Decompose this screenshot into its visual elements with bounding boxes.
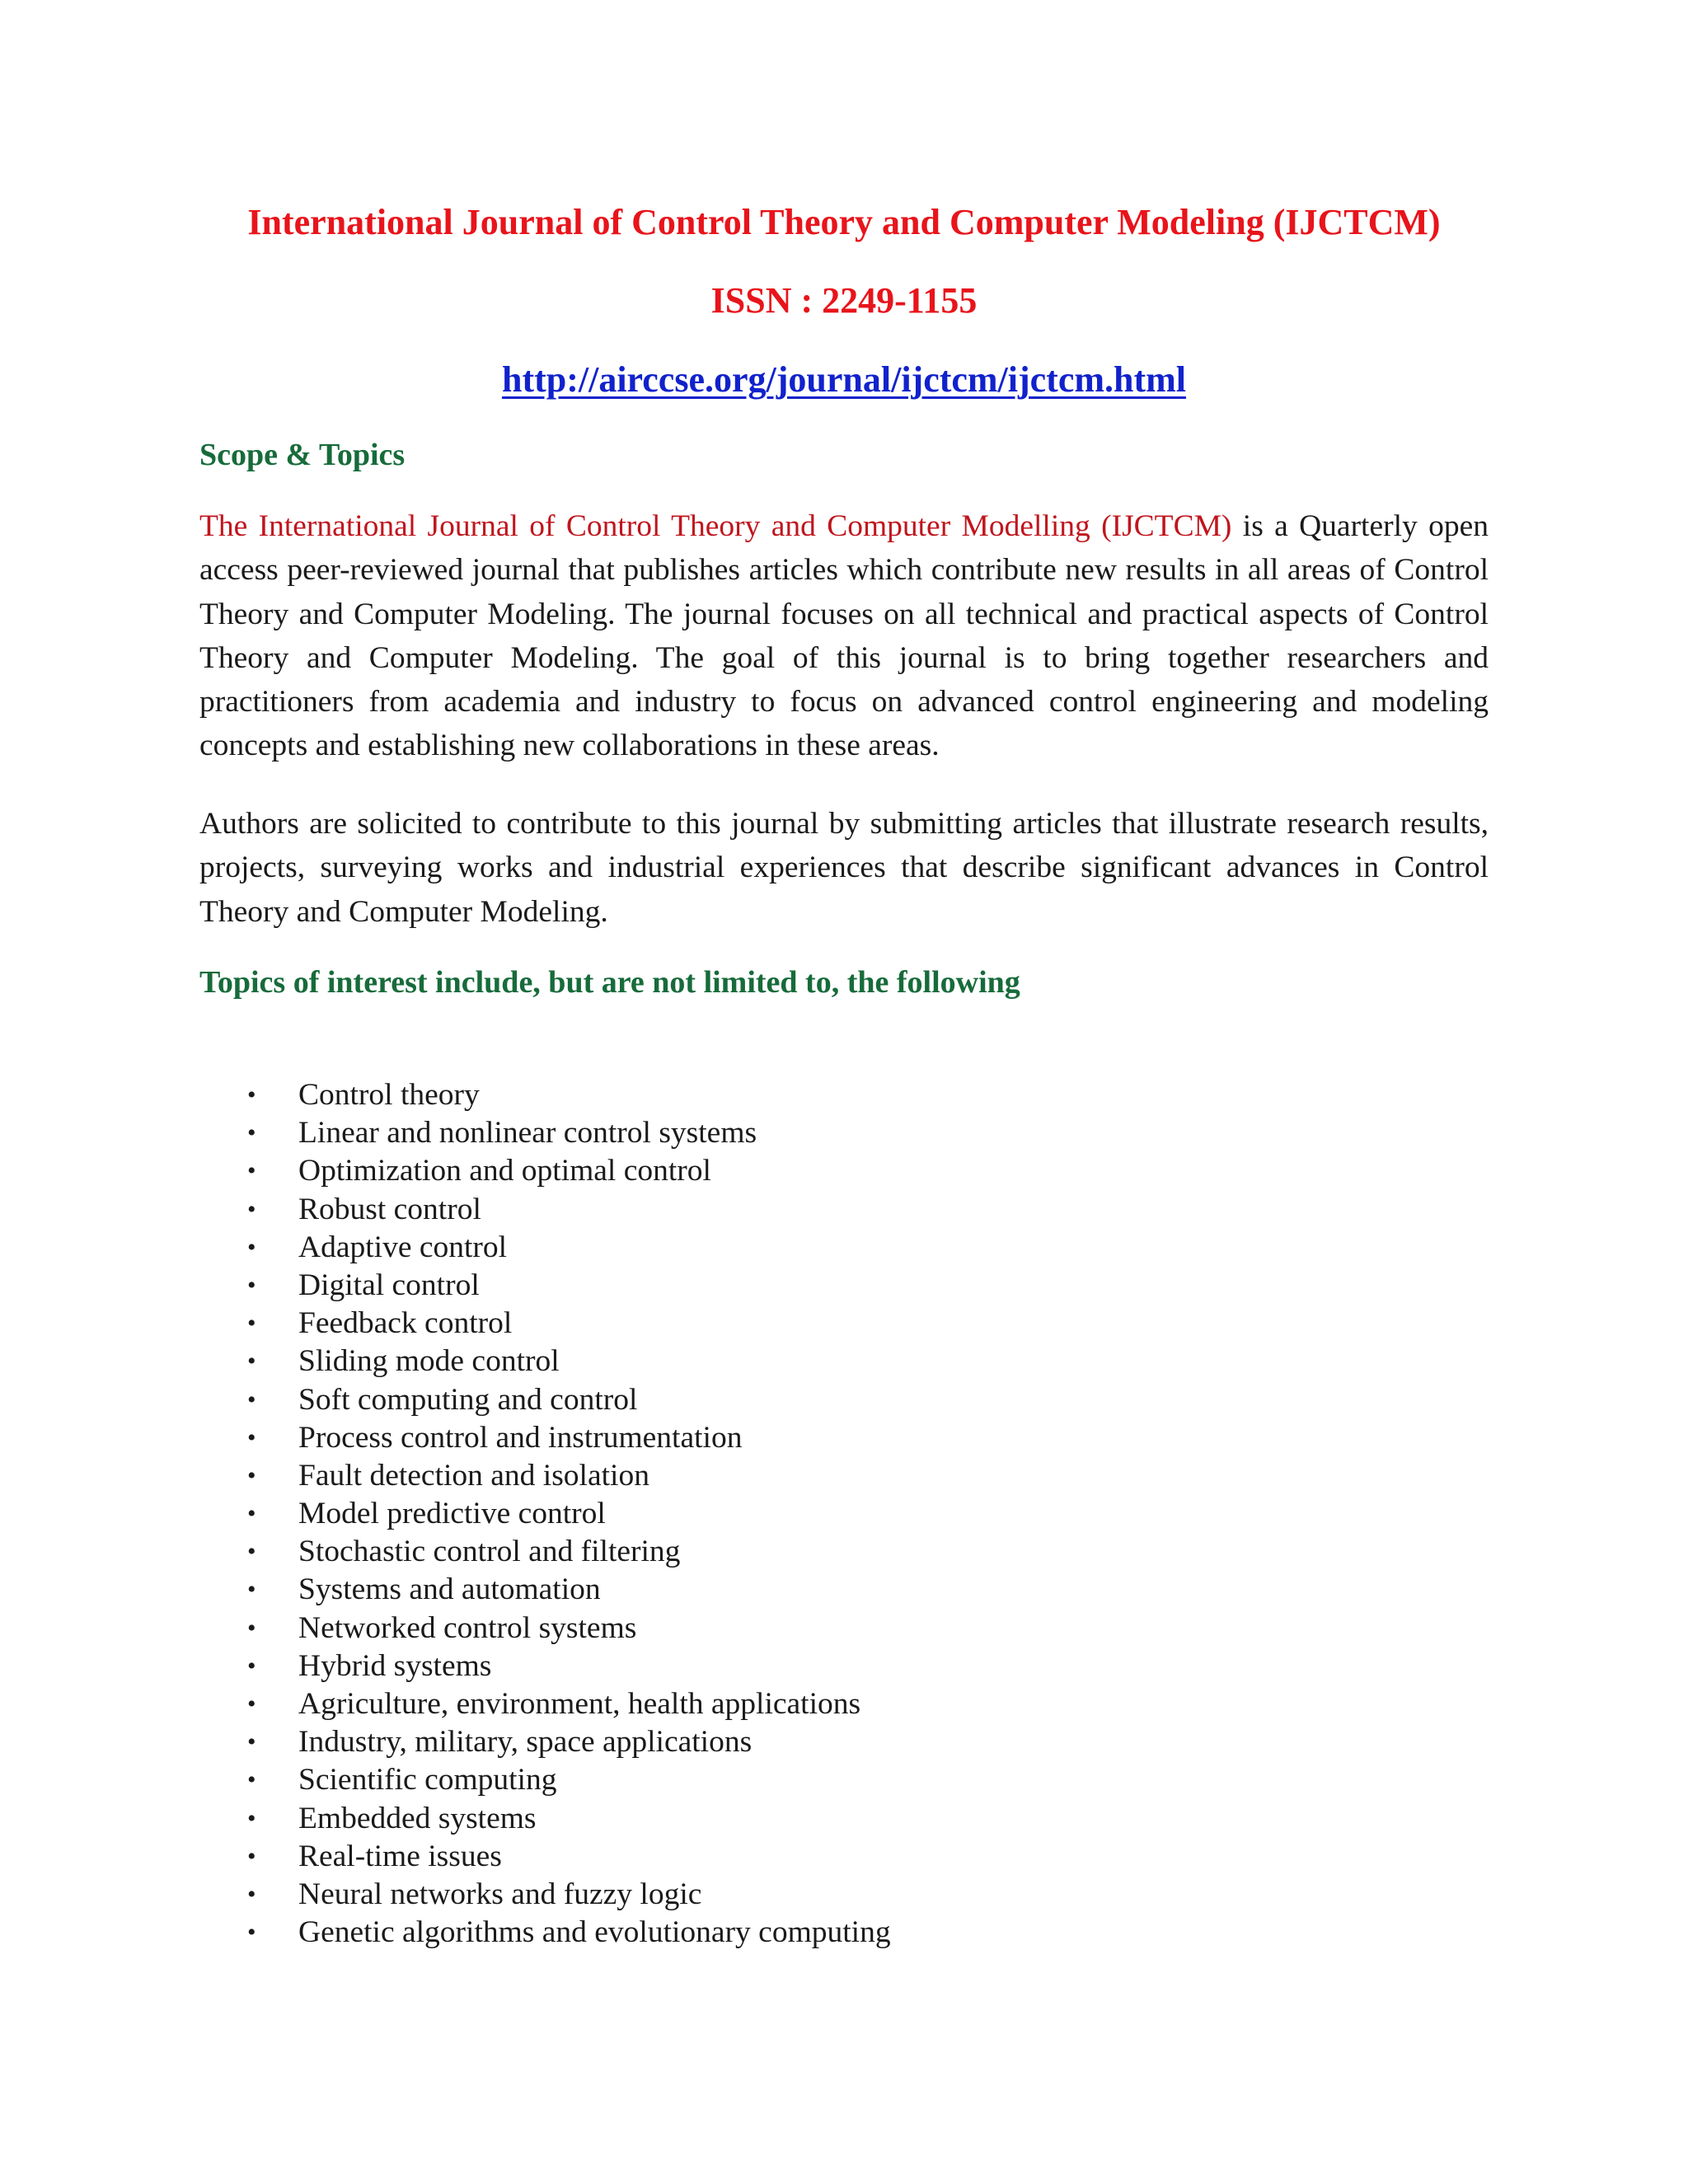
topic-label: Agriculture, environment, health applications — [298, 1687, 861, 1721]
topic-label: Soft computing and control — [298, 1382, 638, 1417]
topic-label: Industry, military, space applications — [298, 1725, 753, 1760]
list-item — [199, 1647, 891, 1685]
bullet-icon: • — [247, 1119, 256, 1147]
bullet-icon: • — [247, 1919, 256, 1947]
bullet-icon: • — [247, 1423, 256, 1451]
bullet-icon: • — [247, 1233, 256, 1261]
topic-label: Optimization and optimal control — [298, 1154, 711, 1188]
bullet-icon: • — [247, 1461, 256, 1489]
list-item — [199, 1114, 891, 1152]
topic-label: Genetic algorithms and evolutionary computing — [298, 1915, 891, 1950]
topic-label: Sliding mode control — [298, 1344, 560, 1379]
bullet-icon: • — [247, 1652, 256, 1680]
list-item — [199, 1610, 891, 1647]
topic-label: Linear and nonlinear control systems — [298, 1116, 757, 1151]
list-item — [199, 1305, 891, 1343]
topic-label: Neural networks and fuzzy logic — [298, 1877, 702, 1911]
list-item — [199, 1533, 891, 1571]
topics-heading: Topics of interest include, but are not limited to, the following — [199, 965, 1020, 1000]
bullet-icon: • — [247, 1614, 256, 1642]
list-item — [199, 1152, 891, 1190]
list-item — [199, 1229, 891, 1267]
topic-label: Digital control — [298, 1268, 480, 1302]
list-item — [199, 1838, 891, 1876]
topics-list — [199, 1076, 891, 1952]
list-item — [199, 1267, 891, 1305]
bullet-icon: • — [247, 1804, 256, 1832]
list-item — [199, 1800, 891, 1838]
topic-label: Feedback control — [298, 1306, 513, 1341]
bullet-icon: • — [247, 1385, 256, 1413]
topic-label: Stochastic control and filtering — [298, 1535, 681, 1569]
topic-label: Real-time issues — [298, 1839, 502, 1873]
bullet-icon: • — [247, 1690, 256, 1718]
topic-label: Scientific computing — [298, 1763, 557, 1797]
bullet-icon: • — [247, 1766, 256, 1794]
journal-url-link[interactable]: http://airccse.org/journal/ijctcm/ijctcm.html — [501, 359, 1187, 400]
bullet-icon: • — [247, 1081, 256, 1108]
list-item — [199, 1191, 891, 1229]
bullet-icon: • — [247, 1347, 256, 1376]
topic-label: Process control and instrumentation — [298, 1420, 743, 1455]
journal-title: International Journal of Control Theory and Computer Modeling (IJCTCM) — [247, 202, 1441, 242]
topic-label: Model predictive control — [298, 1497, 606, 1531]
bullet-icon: • — [247, 1310, 256, 1338]
bullet-icon: • — [247, 1728, 256, 1756]
bullet-icon: • — [247, 1271, 256, 1299]
bullet-icon: • — [247, 1195, 256, 1223]
list-item — [199, 1495, 891, 1533]
list-item — [199, 1343, 891, 1380]
journal-url-line — [0, 351, 1688, 409]
list-item — [199, 1571, 891, 1609]
list-item — [199, 1457, 891, 1495]
bullet-icon: • — [247, 1500, 256, 1528]
bullet-icon: • — [247, 1880, 256, 1908]
list-item — [199, 1723, 891, 1761]
scope-paragraph-rest: is a Quarterly open access peer-reviewed journal that publishes articles which contribute new results in all areas of Control Theory and Computer Modeling. The journal focuses on all technical and practical aspects of Control Theory and Computer Modeling. The goal of this journal is to bring together researchers and practitioners from academia and industry to focus on advanced control engineering and modeling concepts and establishing new collaborations in these areas. — [199, 509, 1489, 763]
list-item — [199, 1419, 891, 1457]
topic-label: Adaptive control — [298, 1230, 508, 1264]
list-item — [199, 1076, 891, 1114]
topic-label: Embedded systems — [298, 1801, 537, 1835]
list-item — [199, 1761, 891, 1799]
scope-paragraph-lead: The International Journal of Control Theory and Computer Modelling (IJCTCM) — [199, 509, 1232, 543]
bullet-icon: • — [247, 1842, 256, 1870]
topic-label: Hybrid systems — [298, 1648, 492, 1683]
scope-paragraph — [199, 504, 1489, 768]
journal-issn: ISSN : 2249-1155 — [710, 280, 978, 321]
bullet-icon: • — [247, 1538, 256, 1566]
list-item — [199, 1914, 891, 1952]
topic-label: Fault detection and isolation — [298, 1458, 649, 1493]
list-item — [199, 1685, 891, 1723]
authors-paragraph: Authors are solicited to contribute to this journal by submitting articles that illustrate research results, projects, surveying works and industrial experiences that describe significant advances in Control Theory and Computer Modeling. — [199, 807, 1489, 929]
bullet-icon: • — [247, 1157, 256, 1185]
topic-label: Robust control — [298, 1192, 481, 1226]
topic-label: Systems and automation — [298, 1572, 601, 1607]
bullet-icon: • — [247, 1576, 256, 1604]
list-item — [199, 1381, 891, 1419]
scope-heading: Scope & Topics — [199, 438, 406, 472]
topic-label: Control theory — [298, 1078, 480, 1112]
topic-label: Networked control systems — [298, 1610, 637, 1645]
list-item — [199, 1876, 891, 1914]
